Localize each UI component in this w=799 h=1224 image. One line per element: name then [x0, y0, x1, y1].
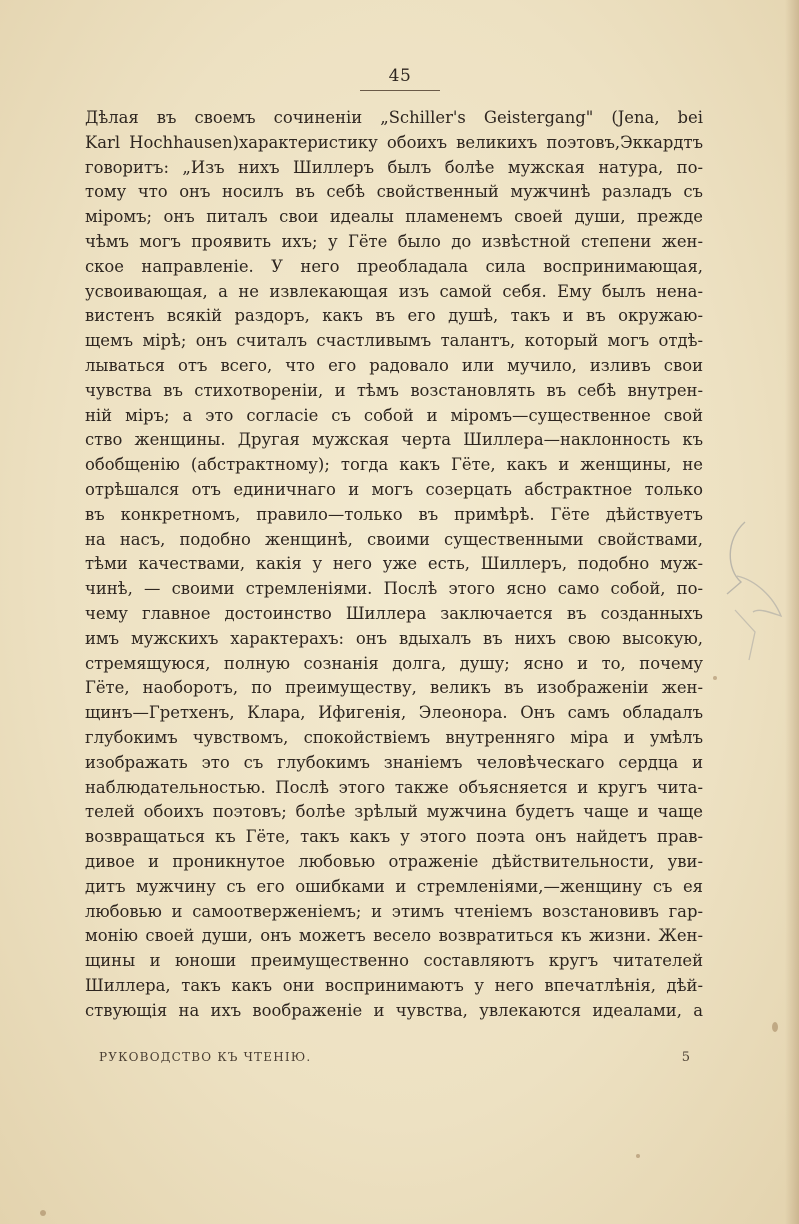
- text-line: чинѣ, — своими стремленіями. Послѣ этого ясно само собой, по-: [85, 579, 703, 599]
- text-line: чувства въ стихотвореніи, и тѣмъ возстановлять въ себѣ внутрен-: [85, 380, 703, 400]
- text-line: Шиллера, такъ какъ они воспринимаютъ у него впечатлѣнія, дѣй-: [85, 975, 703, 995]
- text-line: вистенъ всякій раздоръ, какъ въ его душѣ, такъ и въ окружаю-: [85, 306, 703, 326]
- footer-signature-title: РУКОВОДСТВО КЪ ЧТЕНІЮ.: [99, 1050, 312, 1064]
- text-line: отрѣшался отъ единичнаго и могъ созерцать абстрактное только: [85, 479, 703, 499]
- text-line: міромъ; онъ питалъ свои идеалы пламенемъ своей души, прежде: [85, 207, 703, 227]
- ink-stain: [40, 1210, 46, 1216]
- page-number: 45: [388, 66, 412, 86]
- text-line: лываться отъ всего, что его радовало или мучило, изливъ свои: [85, 355, 703, 375]
- page-footer: [85, 1050, 690, 1072]
- text-line: дивое и проникнутое любовью отраженіе дѣйствительности, уви-: [85, 851, 703, 871]
- text-line: телей обоихъ поэтовъ; болѣе зрѣлый мужчина будетъ чаще и чаще: [85, 802, 703, 822]
- text-line: тому что онъ носилъ въ себѣ свойственный мужчинѣ разладъ съ: [85, 182, 703, 202]
- text-line: щины и юноши преимущественно составляютъ кругъ читателей: [85, 951, 703, 971]
- text-line: чѣмъ могъ проявить ихъ; у Гёте было до извѣстной степени жен-: [85, 231, 703, 251]
- ink-stain: [713, 676, 717, 680]
- text-line: въ конкретномъ, правило—только въ примѣрѣ. Гёте дѣйствуетъ: [85, 504, 703, 524]
- ink-stain: [772, 1022, 778, 1032]
- text-line: изображать это съ глубокимъ знаніемъ человѣческаго сердца и: [85, 752, 703, 772]
- text-line: ствующія на ихъ воображеніе и чувства, увлекаются идеалами, а: [85, 1000, 703, 1020]
- text-line: дитъ мужчину съ его ошибками и стремленіями,—женщину съ ея: [85, 876, 703, 896]
- footer-signature-number: 5: [681, 1050, 690, 1065]
- text-line: обобщенію (абстрактному); тогда какъ Гёте, какъ и женщины, не: [85, 455, 703, 475]
- text-line: монію своей души, онъ можетъ весело возвратиться къ жизни. Жен-: [85, 926, 703, 946]
- text-line: ское направленіе. У него преобладала сила воспринимающая,: [85, 256, 703, 276]
- text-line: щинъ—Гретхенъ, Клара, Ифигенія, Элеонора. Онъ самъ обладалъ: [85, 703, 703, 723]
- text-line: щемъ мірѣ; онъ считалъ счастливымъ талантъ, который могъ отдѣ-: [85, 331, 703, 351]
- text-line: Дѣлая въ своемъ сочиненіи „Schiller's Geistergang" (Jena, bei: [85, 108, 703, 127]
- text-line: ній міръ; а это согласіе съ собой и міромъ—существенное свой: [85, 405, 703, 425]
- text-line: имъ мужскихъ характерахъ: онъ вдыхалъ въ нихъ свою высокую,: [85, 628, 703, 648]
- text-line: любовью и самоотверженіемъ; и этимъ чтеніемъ возстановивъ гар-: [85, 901, 703, 921]
- text-line: глубокимъ чувствомъ, спокойствіемъ внутренняго міра и умѣлъ: [85, 727, 703, 747]
- text-line: возвращаться къ Гёте, такъ какъ у этого поэта онъ найдетъ прав-: [85, 827, 703, 847]
- page-number-rule: [360, 90, 440, 91]
- text-line: тѣми качествами, какія у него уже есть, Шиллеръ, подобно муж-: [85, 554, 703, 574]
- text-line: Karl Hochhausen)характеристику обоихъ великихъ поэтовъ,Эккардтъ: [85, 132, 703, 152]
- text-line: говоритъ: „Изъ нихъ Шиллеръ былъ болѣе мужская натура, по-: [85, 157, 703, 177]
- text-line: ство женщины. Другая мужская черта Шиллера—наклонность къ: [85, 430, 703, 450]
- ink-stain: [636, 1154, 640, 1158]
- text-line: на насъ, подобно женщинѣ, своими существенными свойствами,: [85, 529, 703, 549]
- text-line: усвоивающая, а не извлекающая изъ самой себя. Ему былъ нена-: [85, 281, 703, 301]
- pencil-bracket-mark: [715, 520, 799, 720]
- body-text: [85, 106, 703, 1023]
- text-line: чему главное достоинство Шиллера заключается въ созданныхъ: [85, 603, 703, 623]
- text-line: стремящуюся, полную сознанія долга, душу; ясно и то, почему: [85, 653, 703, 673]
- text-line: наблюдательностью. Послѣ этого также объясняется и кругъ чита-: [85, 777, 703, 797]
- text-line: Гёте, наоборотъ, по преимуществу, великъ въ изображеніи жен-: [85, 678, 703, 698]
